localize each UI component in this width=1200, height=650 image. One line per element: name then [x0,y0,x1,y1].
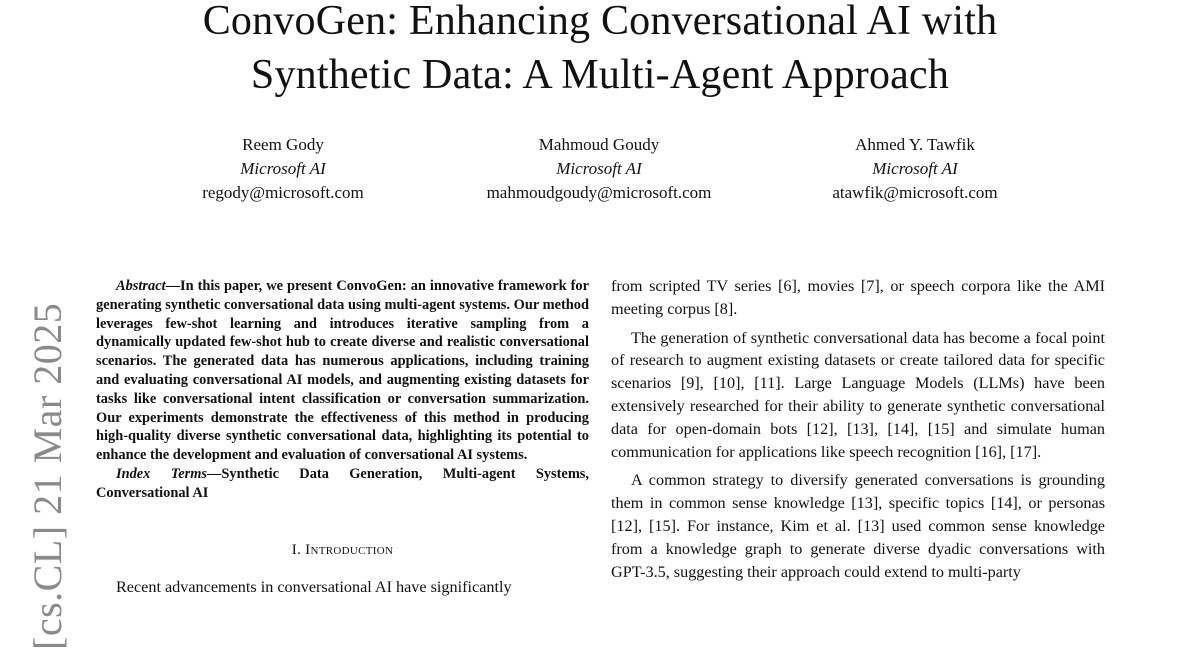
index-terms [96,465,589,503]
author-block [165,133,401,205]
intro-paragraph: Recent advancements in conversational AI have significantly [116,577,512,596]
author-block [800,133,1030,205]
author-affiliation: Microsoft AI [556,159,642,178]
author-email: regody@microsoft.com [202,183,364,202]
author-affiliation: Microsoft AI [872,159,958,178]
author-email: mahmoudgoudy@microsoft.com [486,183,712,202]
right-column [611,275,1105,589]
author-name: Ahmed Y. Tawfik [855,135,975,154]
index-terms-lead: Index Terms [116,465,207,482]
body-paragraph: A common strategy to diversify generated conversations is grounding them in common sense knowledge [13], specific topics [14], or personas [12], [15]. For instance, Kim et al. [13] used common sense knowledge from a knowledge graph to generate diverse dyadic conversations with GPT-3.5, suggesting their approach could extend to multi-party [611,471,1105,581]
title-line-1: ConvoGen: Enhancing Conversational AI with [202,0,998,44]
abstract-body: —In this paper, we present ConvoGen: an innovative framework for generating synthetic conversational data using multi-agent systems. Our method leverages few-shot learning and introduces iterative sampling from a dynamically updated few-shot hub to create diverse and realistic conversational scenarios. The generated data has numerous applications, including training and evaluating conversational AI models, and augmenting existing datasets for tasks like conversational intent classification or conversation summarization. Our experiments demonstrate the effectiveness of this method in producing high-quality diverse synthetic conversational data, highlighting its potential to enhance the development and evaluation of conversational AI systems. [96,278,589,464]
arxiv-sidebar-stamp: [cs.CL] 21 Mar 2025 [25,302,70,650]
author-name: Mahmoud Goudy [538,135,660,154]
title-line-2: Synthetic Data: A Multi-Agent Approach [250,52,950,98]
left-column [96,277,589,598]
paper-title [0,0,1200,102]
body-paragraph: from scripted TV series [6], movies [7], or speech corpora like the AMI meeting corpus [8]. [611,277,1105,318]
author-block [454,133,744,205]
abstract [96,277,589,465]
author-email: atawfik@microsoft.com [832,183,998,202]
section-heading-introduction: I. Introduction [291,541,394,558]
author-name: Reem Gody [242,135,324,154]
index-terms-body: —Synthetic Data Generation, Multi-agent Systems, Conversational AI [96,465,590,501]
body-paragraph: The generation of synthetic conversational data has become a focal point of research to augment existing datasets or create tailored data for specific scenarios [9], [10], [11]. Large Language Models (LLMs) have been extensively researched for their ability to generate synthetic conversational data for open-domain bots [12], [13], [14], [15] and simulate human communication for applications like speech recognition [16], [17]. [611,328,1105,461]
abstract-lead: Abstract [116,278,166,294]
author-affiliation: Microsoft AI [240,159,326,178]
